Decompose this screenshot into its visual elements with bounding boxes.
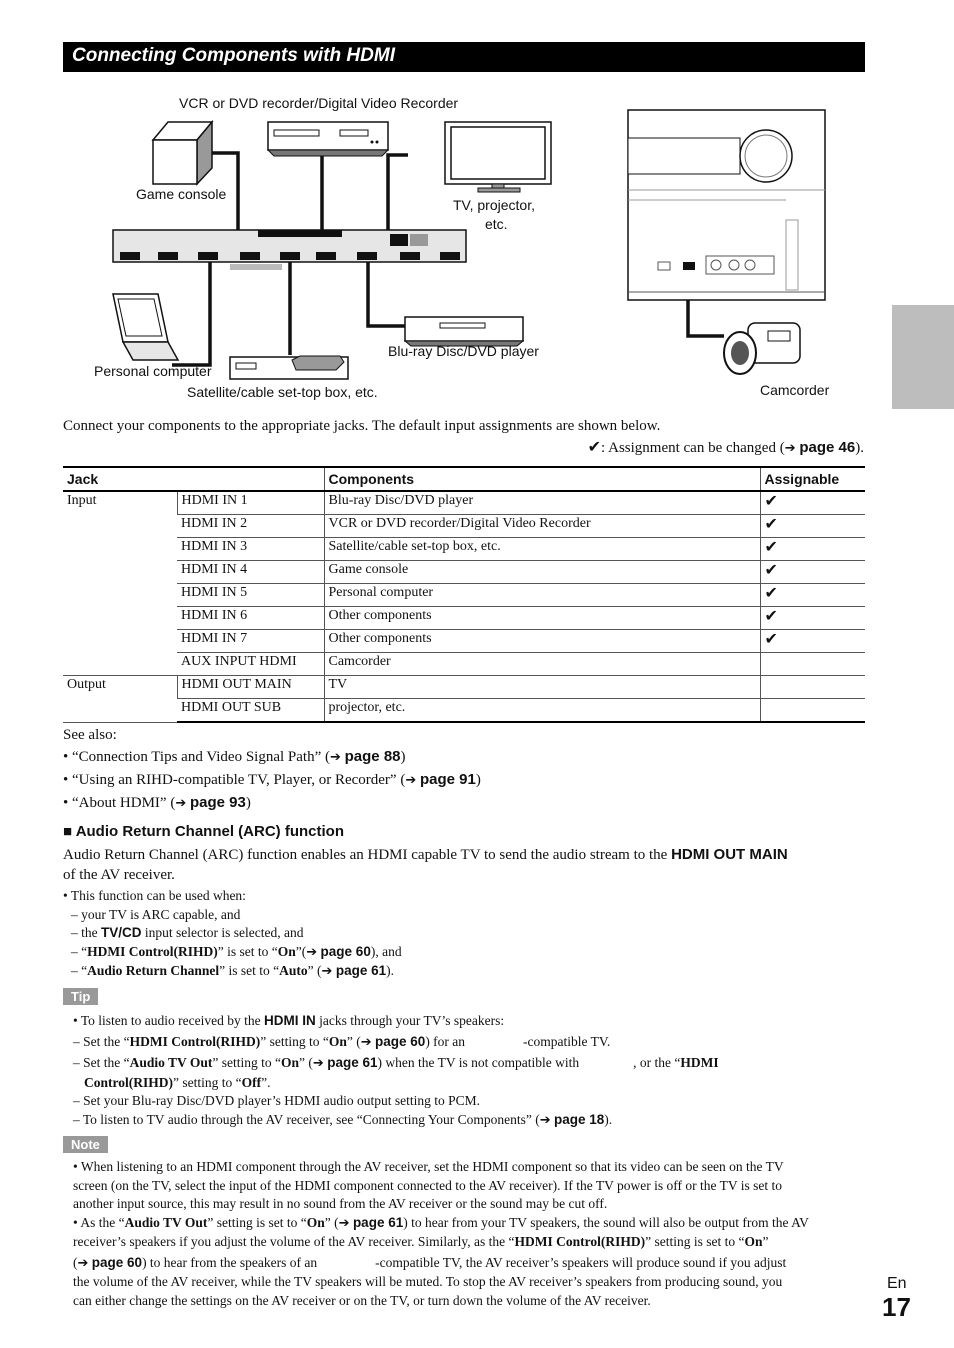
jack-cell: HDMI OUT MAIN [177, 676, 324, 699]
settop-box-icon [230, 356, 348, 379]
table-row [63, 584, 865, 607]
assign-cell [760, 699, 865, 723]
page-link[interactable]: page 88 [344, 748, 401, 765]
page-link[interactable]: page 91 [420, 771, 476, 788]
assign-cell: ✔ [760, 561, 865, 584]
jack-cell: AUX INPUT HDMI [177, 653, 324, 676]
arrow-icon: ➔ [329, 750, 341, 765]
game-console-icon [153, 122, 212, 184]
page-number: 17 [882, 1292, 911, 1322]
page-link[interactable]: page 93 [189, 794, 246, 811]
note-content: • When listening to an HDMI component through the AV receiver, set the HDMI component so that its video can be seen on the TV screen (on the TV, select the input of the HDMI component connected to the AV receiver). If the TV power is off or the TV is set to another input source, this may result in no sound from the AV receiver or the sound may be cut off. • As the “Audio TV Out” setting is set to “On” (➔ page 61) to hear from your TV speakers, the sound will also be output from the AV receiver’s speakers if you adjust the volume of the AV receiver. Similarly, as the “HDMI Control(RIHD)” setting is set to “On” (➔ page 60) to hear from the speakers of an -compatible TV, the AV receiver’s speakers will produce sound if you adjust the volume of the AV receiver, while the TV speakers will be muted. To stop the AV receiver’s speakers from producing sound, you can either change the settings on the AV receiver or on the TV, or turn down the volume of the AV receiver. [73, 1159, 809, 1308]
laptop-icon [113, 294, 178, 360]
jack-cell: HDMI IN 2 [177, 515, 324, 538]
arrow-icon: ➔ [175, 796, 187, 811]
jack-cell: HDMI IN 7 [177, 630, 324, 653]
assign-cell: ✔ [760, 515, 865, 538]
table-row [63, 653, 865, 676]
table-row [63, 630, 865, 653]
page-link[interactable]: page 61 [335, 963, 387, 978]
output-group-label: Output [63, 676, 177, 723]
table-header-row [63, 467, 865, 491]
see-also-label: See also: [63, 727, 117, 743]
arrow-icon: ➔ [321, 964, 333, 979]
component-cell: Blu-ray Disc/DVD player [324, 491, 760, 515]
arrow-icon: ➔ [338, 1215, 350, 1231]
tip-label: Tip [63, 988, 98, 1005]
arc-heading: ■ Audio Return Channel (ARC) function [63, 823, 344, 840]
note-label: Note [63, 1136, 108, 1153]
arrow-icon: ➔ [77, 1255, 89, 1271]
page-link[interactable]: page 60 [375, 1033, 426, 1049]
jack-cell: HDMI IN 6 [177, 607, 324, 630]
list-item: • “About HDMI” (➔ page 93) [63, 794, 251, 811]
jack-cell: HDMI IN 3 [177, 538, 324, 561]
page-link[interactable]: page 61 [352, 1214, 404, 1230]
page-link[interactable]: page 61 [327, 1055, 378, 1070]
header-assignable: Assignable [760, 467, 865, 491]
tv-label-line1: TV, projector, [453, 197, 535, 213]
assign-cell: ✔ [760, 630, 865, 653]
diagram-svg [0, 80, 954, 410]
stb-label: Satellite/cable set-top box, etc. [187, 384, 378, 400]
jack-cell: HDMI IN 5 [177, 584, 324, 607]
connection-diagram [0, 80, 954, 410]
pc-label: Personal computer [94, 363, 212, 379]
list-item: • “Connection Tips and Video Signal Path” (➔ page 88) [63, 748, 406, 765]
assign-cell: ✔ [760, 584, 865, 607]
arrow-icon: ➔ [784, 441, 796, 456]
table-row [63, 515, 865, 538]
jack-cell: HDMI IN 1 [177, 491, 324, 515]
section-title: Connecting Components with HDMI [72, 45, 395, 66]
component-cell: Camcorder [324, 653, 760, 676]
bluray-player-icon [405, 317, 523, 346]
jack-cell: HDMI IN 4 [177, 561, 324, 584]
table-row [63, 561, 865, 584]
vcr-label: VCR or DVD recorder/Digital Video Recorder [179, 95, 459, 111]
tv-label-line2: etc. [485, 216, 508, 232]
jack-assignment-table [63, 466, 865, 723]
receiver-front-icon [628, 110, 825, 300]
assign-cell [760, 653, 865, 676]
table-row [63, 491, 865, 515]
component-cell: Personal computer [324, 584, 760, 607]
assign-cell [760, 676, 865, 699]
table-row [63, 699, 865, 723]
square-bullet-icon: ■ [63, 823, 73, 840]
input-group-label: Input [63, 491, 177, 676]
table-row [63, 607, 865, 630]
assign-note: ✔: Assignment can be changed (➔ page 46). [587, 439, 864, 456]
arrow-icon: ➔ [405, 773, 417, 788]
page-link[interactable]: page 46 [799, 439, 856, 456]
see-also-list [63, 724, 481, 815]
page-link[interactable]: page 60 [320, 943, 371, 959]
assign-cell: ✔ [760, 538, 865, 561]
list-item: • “Using an RIHD-compatible TV, Player, or Recorder” (➔ page 91) [63, 771, 481, 788]
language-label: En [887, 1275, 907, 1292]
jack-cell: HDMI OUT SUB [177, 699, 324, 723]
camcorder-icon [724, 323, 800, 374]
component-cell: TV [324, 676, 760, 699]
header-jack: Jack [63, 467, 324, 491]
assign-cell: ✔ [760, 491, 865, 515]
arc-conditions: • This function can be used when: – your TV is ARC capable, and – the TV/CD input selector is selected, and – “HDMI Control(RIHD)” is set to “On”(➔ page 60), and – “Audio Return Channel” is set to “Auto” (➔ page 61). [63, 888, 402, 979]
camcorder-label: Camcorder [760, 382, 830, 398]
arrow-icon: ➔ [539, 1112, 551, 1128]
arrow-icon: ➔ [360, 1034, 372, 1050]
table-row [63, 538, 865, 561]
game-console-label: Game console [136, 186, 227, 202]
page-link[interactable]: page 18 [554, 1111, 605, 1127]
component-cell: Other components [324, 630, 760, 653]
page-link[interactable]: page 60 [91, 1254, 143, 1270]
bluray-cable [368, 262, 405, 326]
tv-icon [445, 122, 551, 192]
arrow-icon: ➔ [312, 1056, 324, 1071]
bluray-label: Blu-ray Disc/DVD player [388, 343, 539, 359]
tip-content: • To listen to audio received by the HDMI IN jacks through your TV’s speakers: – Set the “HDMI Control(RIHD)” setting to “On” (➔ page 60) for an -compatible TV. – Set the “Audio TV Out” setting to “On” (➔ page 61) when the TV is not compatible with , or the “HDMI Control(RIHD)” setting to “Off”. – Set your Blu-ray Disc/DVD player’s HDMI audio output setting to PCM. – To listen to TV audio through the AV receiver, see “Connecting Your Components” (➔ page 18). [73, 1013, 719, 1128]
arrow-icon: ➔ [306, 944, 318, 960]
arc-text: Audio Return Channel (ARC) function enables an HDMI capable TV to send the audio stream to the HDMI OUT MAIN of the AV receiver. [63, 846, 788, 883]
dvd-recorder-icon [268, 122, 388, 156]
header-components: Components [324, 467, 760, 491]
assign-cell: ✔ [760, 607, 865, 630]
component-cell: Other components [324, 607, 760, 630]
intro-text: Connect your components to the appropriate jacks. The default input assignments are shown below. [63, 418, 661, 434]
table-row [63, 676, 865, 699]
component-cell: VCR or DVD recorder/Digital Video Recorder [324, 515, 760, 538]
component-cell: Game console [324, 561, 760, 584]
check-icon: ✔ [587, 439, 602, 456]
pc-cable [172, 262, 210, 365]
component-cell: projector, etc. [324, 699, 760, 723]
section-title-bar [63, 42, 865, 72]
component-cell: Satellite/cable set-top box, etc. [324, 538, 760, 561]
